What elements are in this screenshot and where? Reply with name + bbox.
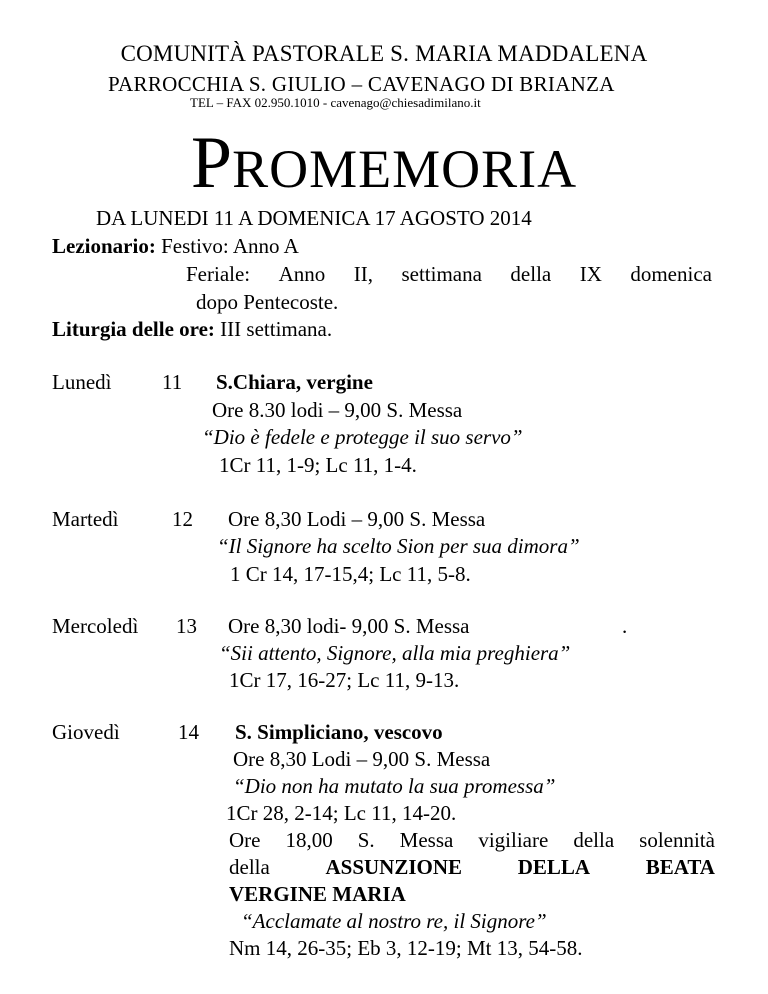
feriale-word: settimana (401, 262, 482, 286)
vigil-feast-name: VERGINE MARIA (229, 882, 406, 906)
readings: 1Cr 17, 16-27; Lc 11, 9-13. (229, 668, 460, 692)
vigil-line-2 (229, 855, 715, 880)
mass-schedule: Ore 8.30 lodi – 9,00 S. Messa (212, 398, 463, 422)
vigil-feast-word: ASSUNZIONE (325, 855, 463, 879)
vigil-word: Ore (229, 828, 261, 852)
saint-name: S.Chiara, vergine (216, 370, 373, 394)
vigil-readings: Nm 14, 26-35; Eb 3, 12-19; Mt 13, 54-58. (229, 936, 583, 960)
day-name: Lunedì (52, 370, 112, 394)
vigil-feast-word: BEATA (645, 855, 715, 879)
vigil-word: S. (357, 828, 375, 852)
day-name: Giovedì (52, 720, 120, 744)
vigil-word: della (573, 828, 615, 852)
readings: 1Cr 28, 2-14; Lc 11, 14-20. (226, 801, 457, 825)
vigil-psalm-refrain: “Acclamate al nostro re, il Signore” (241, 909, 547, 933)
community-name: COMUNITÀ PASTORALE S. MARIA MADDALENA (120, 41, 648, 66)
lezionario-label: Lezionario: (52, 234, 156, 258)
vigil-word: Messa (399, 828, 454, 852)
vigil-word: della (229, 855, 270, 879)
readings: 1 Cr 14, 17-15,4; Lc 11, 5-8. (230, 562, 471, 586)
psalm-refrain: “Sii attento, Signore, alla mia preghiera” (219, 641, 571, 665)
stray-dot: . (622, 614, 628, 638)
lezionario-line (52, 234, 299, 259)
mass-schedule: Ore 8,30 Lodi – 9,00 S. Messa (228, 507, 486, 531)
parish-name: PARROCCHIA S. GIULIO – CAVENAGO DI BRIANZA (108, 72, 615, 96)
feriale-word: Anno (278, 262, 326, 286)
psalm-refrain: “Dio è fedele e protegge il suo servo” (202, 425, 523, 449)
lezionario-feriale-cont: dopo Pentecoste. (196, 290, 339, 314)
lezionario-feriale (186, 262, 712, 287)
page-title (0, 122, 768, 204)
psalm-refrain: “Dio non ha mutato la sua promessa” (233, 774, 556, 798)
psalm-refrain: “Il Signore ha scelto Sion per sua dimora” (217, 534, 580, 558)
day-name: Mercoledì (52, 614, 139, 638)
feriale-word: IX (579, 262, 602, 286)
day-name: Martedì (52, 507, 119, 531)
feriale-word: II, (353, 262, 373, 286)
day-number: 13 (176, 614, 197, 638)
liturgia-label: Liturgia delle ore: (52, 317, 215, 341)
vigil-feast-word: DELLA (517, 855, 591, 879)
day-number: 14 (178, 720, 199, 744)
mass-schedule: Ore 8,30 lodi- 9,00 S. Messa (228, 614, 470, 638)
readings: 1Cr 11, 1-9; Lc 11, 1-4. (219, 453, 417, 477)
day-number: 12 (172, 507, 193, 531)
feriale-word: della (510, 262, 552, 286)
title-rest: ROMEMORIA (232, 139, 578, 199)
vigil-word: 18,00 (285, 828, 333, 852)
vigil-word: vigiliare (478, 828, 549, 852)
day-number: 11 (162, 370, 183, 394)
date-range: DA LUNEDI 11 A DOMENICA 17 AGOSTO 2014 (96, 206, 532, 230)
mass-schedule: Ore 8,30 Lodi – 9,00 S. Messa (233, 747, 491, 771)
vigil-line-1 (229, 828, 715, 853)
saint-name: S. Simpliciano, vescovo (235, 720, 443, 744)
contact-line: TEL – FAX 02.950.1010 - cavenago@chiesadimilano.it (190, 95, 481, 110)
vigil-word: solennità (639, 828, 715, 852)
title-first-letter: P (190, 122, 233, 204)
liturgia-value: III settimana. (214, 317, 333, 341)
liturgia-line (52, 317, 332, 342)
feriale-word: Feriale: (186, 262, 251, 286)
lezionario-festivo: Festivo: Anno A (155, 234, 299, 258)
feriale-word: domenica (630, 262, 712, 286)
